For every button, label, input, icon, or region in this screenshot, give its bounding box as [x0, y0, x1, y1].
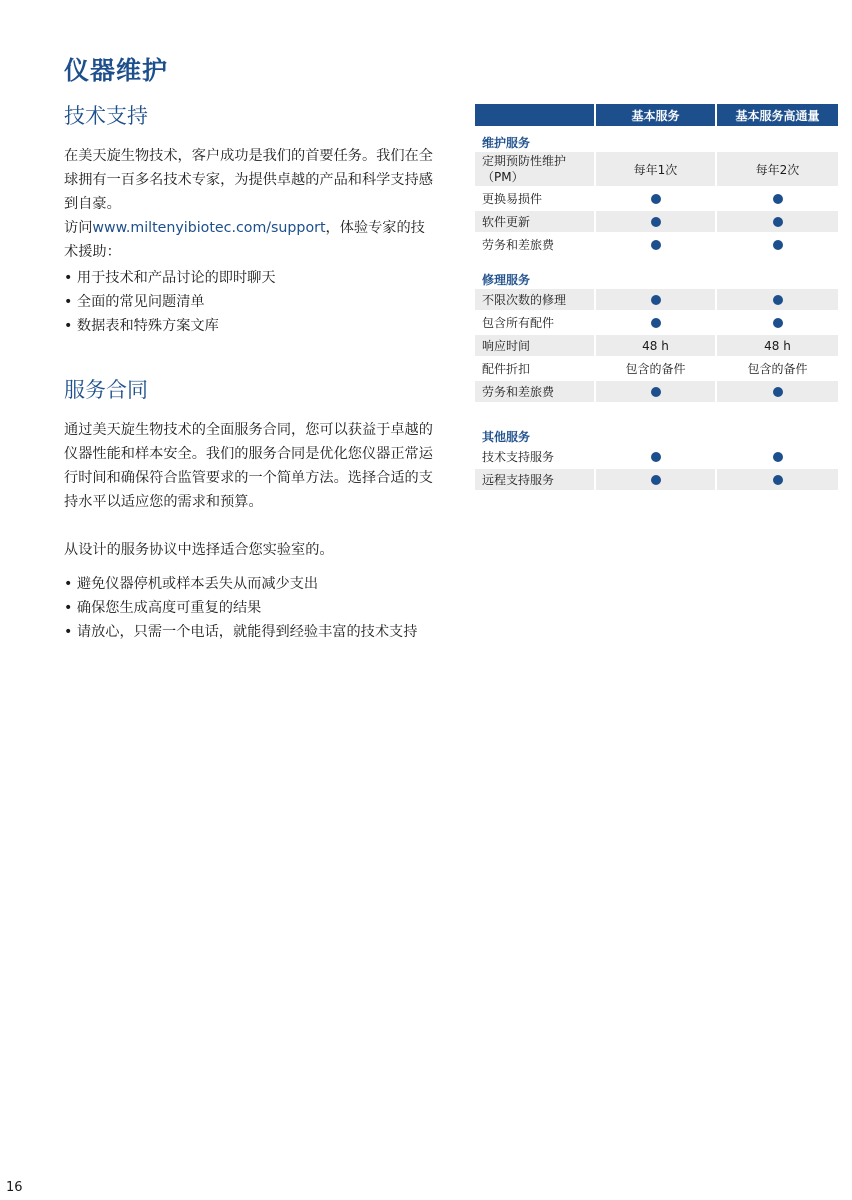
table-row: [475, 234, 838, 255]
visit-prefix: 访问: [64, 220, 93, 236]
row-label: 远程支持服务: [475, 469, 594, 490]
service-contract-bullets: [64, 572, 436, 644]
basic-service-cell: 包含的备件: [625, 362, 686, 376]
included-dot-icon: [773, 295, 783, 305]
high-throughput-cell: [717, 234, 838, 255]
table-header: [475, 104, 838, 126]
tech-support-visit: [64, 216, 436, 264]
included-dot-icon: [773, 475, 783, 485]
included-dot-icon: [773, 452, 783, 462]
included-dot-icon: [651, 387, 661, 397]
row-label: 劳务和差旅费: [475, 381, 594, 402]
basic-service-cell: [596, 234, 715, 255]
row-label: 技术支持服务: [482, 450, 555, 464]
high-throughput-cell: 包含的备件: [747, 362, 808, 376]
high-throughput-cell: [717, 289, 838, 310]
tech-support-intro: 在美天旋生物技术，客户成功是我们的首要任务。我们在全球拥有一百多名技术专家，为提供卓越的产品和科学支持感到自豪。: [64, 148, 433, 212]
included-dot-icon: [651, 318, 661, 328]
section-title: 修理服务: [482, 272, 531, 287]
basic-service-cell: [596, 469, 715, 490]
bullet-item: • 避免仪器停机或样本丢失从而减少支出: [64, 572, 436, 596]
included-dot-icon: [651, 217, 661, 227]
section-title: 其他服务: [482, 429, 531, 444]
page-title: 仪器维护: [64, 55, 169, 85]
bullet-item: • 全面的常见问题清单: [64, 290, 436, 314]
bullet-item: • 数据表和特殊方案文库: [64, 314, 436, 338]
basic-service-cell: [596, 289, 715, 310]
included-dot-icon: [651, 240, 661, 250]
included-dot-icon: [773, 318, 783, 328]
basic-service-cell: [596, 312, 715, 333]
service-comparison-table: [475, 104, 838, 492]
included-dot-icon: [773, 387, 783, 397]
included-dot-icon: [773, 217, 783, 227]
table-row: [475, 469, 838, 490]
included-dot-icon: [651, 475, 661, 485]
header-blank: [475, 104, 594, 126]
table-row: [475, 335, 838, 356]
included-dot-icon: [773, 194, 783, 204]
table-body: [475, 132, 838, 490]
header-basic-high-throughput: 基本服务高通量: [717, 104, 838, 126]
high-throughput-cell: 48 h: [717, 335, 838, 356]
bullet-item: • 请放心，只需一个电话，就能得到经验丰富的技术支持: [64, 620, 436, 644]
service-contract-heading: 服务合同: [64, 378, 148, 402]
table-row: [475, 152, 838, 186]
service-contract-choose: 从设计的服务协议中选择适合您实验室的。: [64, 542, 334, 558]
row-label: 不限次数的修理: [475, 289, 594, 310]
high-throughput-cell: [717, 381, 838, 402]
section-title: 维护服务: [482, 135, 531, 150]
row-label: 劳务和差旅费: [482, 238, 555, 252]
service-contract-intro: 通过美天旋生物技术的全面服务合同，您可以获益于卓越的仪器性能和样本安全。我们的服务合同是优化您仪器正常运行时间和确保符合监管要求的一个简单方法。选择合适的支持水平以适应您的需求和预算。: [64, 422, 433, 510]
table-row: [475, 188, 838, 209]
visit-suffix: ，体验专家的技术援助：: [64, 220, 425, 260]
basic-service-cell: 每年1次: [596, 152, 715, 186]
bullet-item: • 用于技术和产品讨论的即时聊天: [64, 266, 436, 290]
basic-service-cell: [596, 446, 715, 467]
basic-service-cell: 48 h: [596, 335, 715, 356]
included-dot-icon: [651, 194, 661, 204]
high-throughput-cell: [717, 188, 838, 209]
left-column: [64, 100, 436, 644]
high-throughput-cell: [717, 469, 838, 490]
table-row: [475, 381, 838, 402]
included-dot-icon: [651, 452, 661, 462]
high-throughput-cell: 每年2次: [717, 152, 838, 186]
table-row: [475, 358, 838, 379]
row-label: 响应时间: [475, 335, 594, 356]
tech-support-bullets: [64, 266, 436, 338]
page-number: 16: [6, 1180, 23, 1195]
row-label: 包含所有配件: [482, 316, 555, 330]
basic-service-cell: [596, 211, 715, 232]
table-row: [475, 446, 838, 467]
basic-service-cell: [596, 188, 715, 209]
support-link[interactable]: www.miltenyibiotec.com/support: [92, 220, 326, 236]
header-basic-service: 基本服务: [596, 104, 715, 126]
bullet-item: • 确保您生成高度可重复的结果: [64, 596, 436, 620]
row-label: 更换易损件: [482, 192, 543, 206]
table-row: [475, 211, 838, 232]
high-throughput-cell: [717, 312, 838, 333]
table-row: [475, 289, 838, 310]
row-label: 软件更新: [475, 211, 594, 232]
basic-service-cell: [596, 381, 715, 402]
included-dot-icon: [773, 240, 783, 250]
table-row: [475, 312, 838, 333]
tech-support-heading: 技术支持: [64, 104, 148, 128]
included-dot-icon: [651, 295, 661, 305]
row-label: 配件折扣: [482, 362, 531, 376]
row-label: 定期预防性维护（PM）: [475, 152, 594, 186]
high-throughput-cell: [717, 446, 838, 467]
high-throughput-cell: [717, 211, 838, 232]
